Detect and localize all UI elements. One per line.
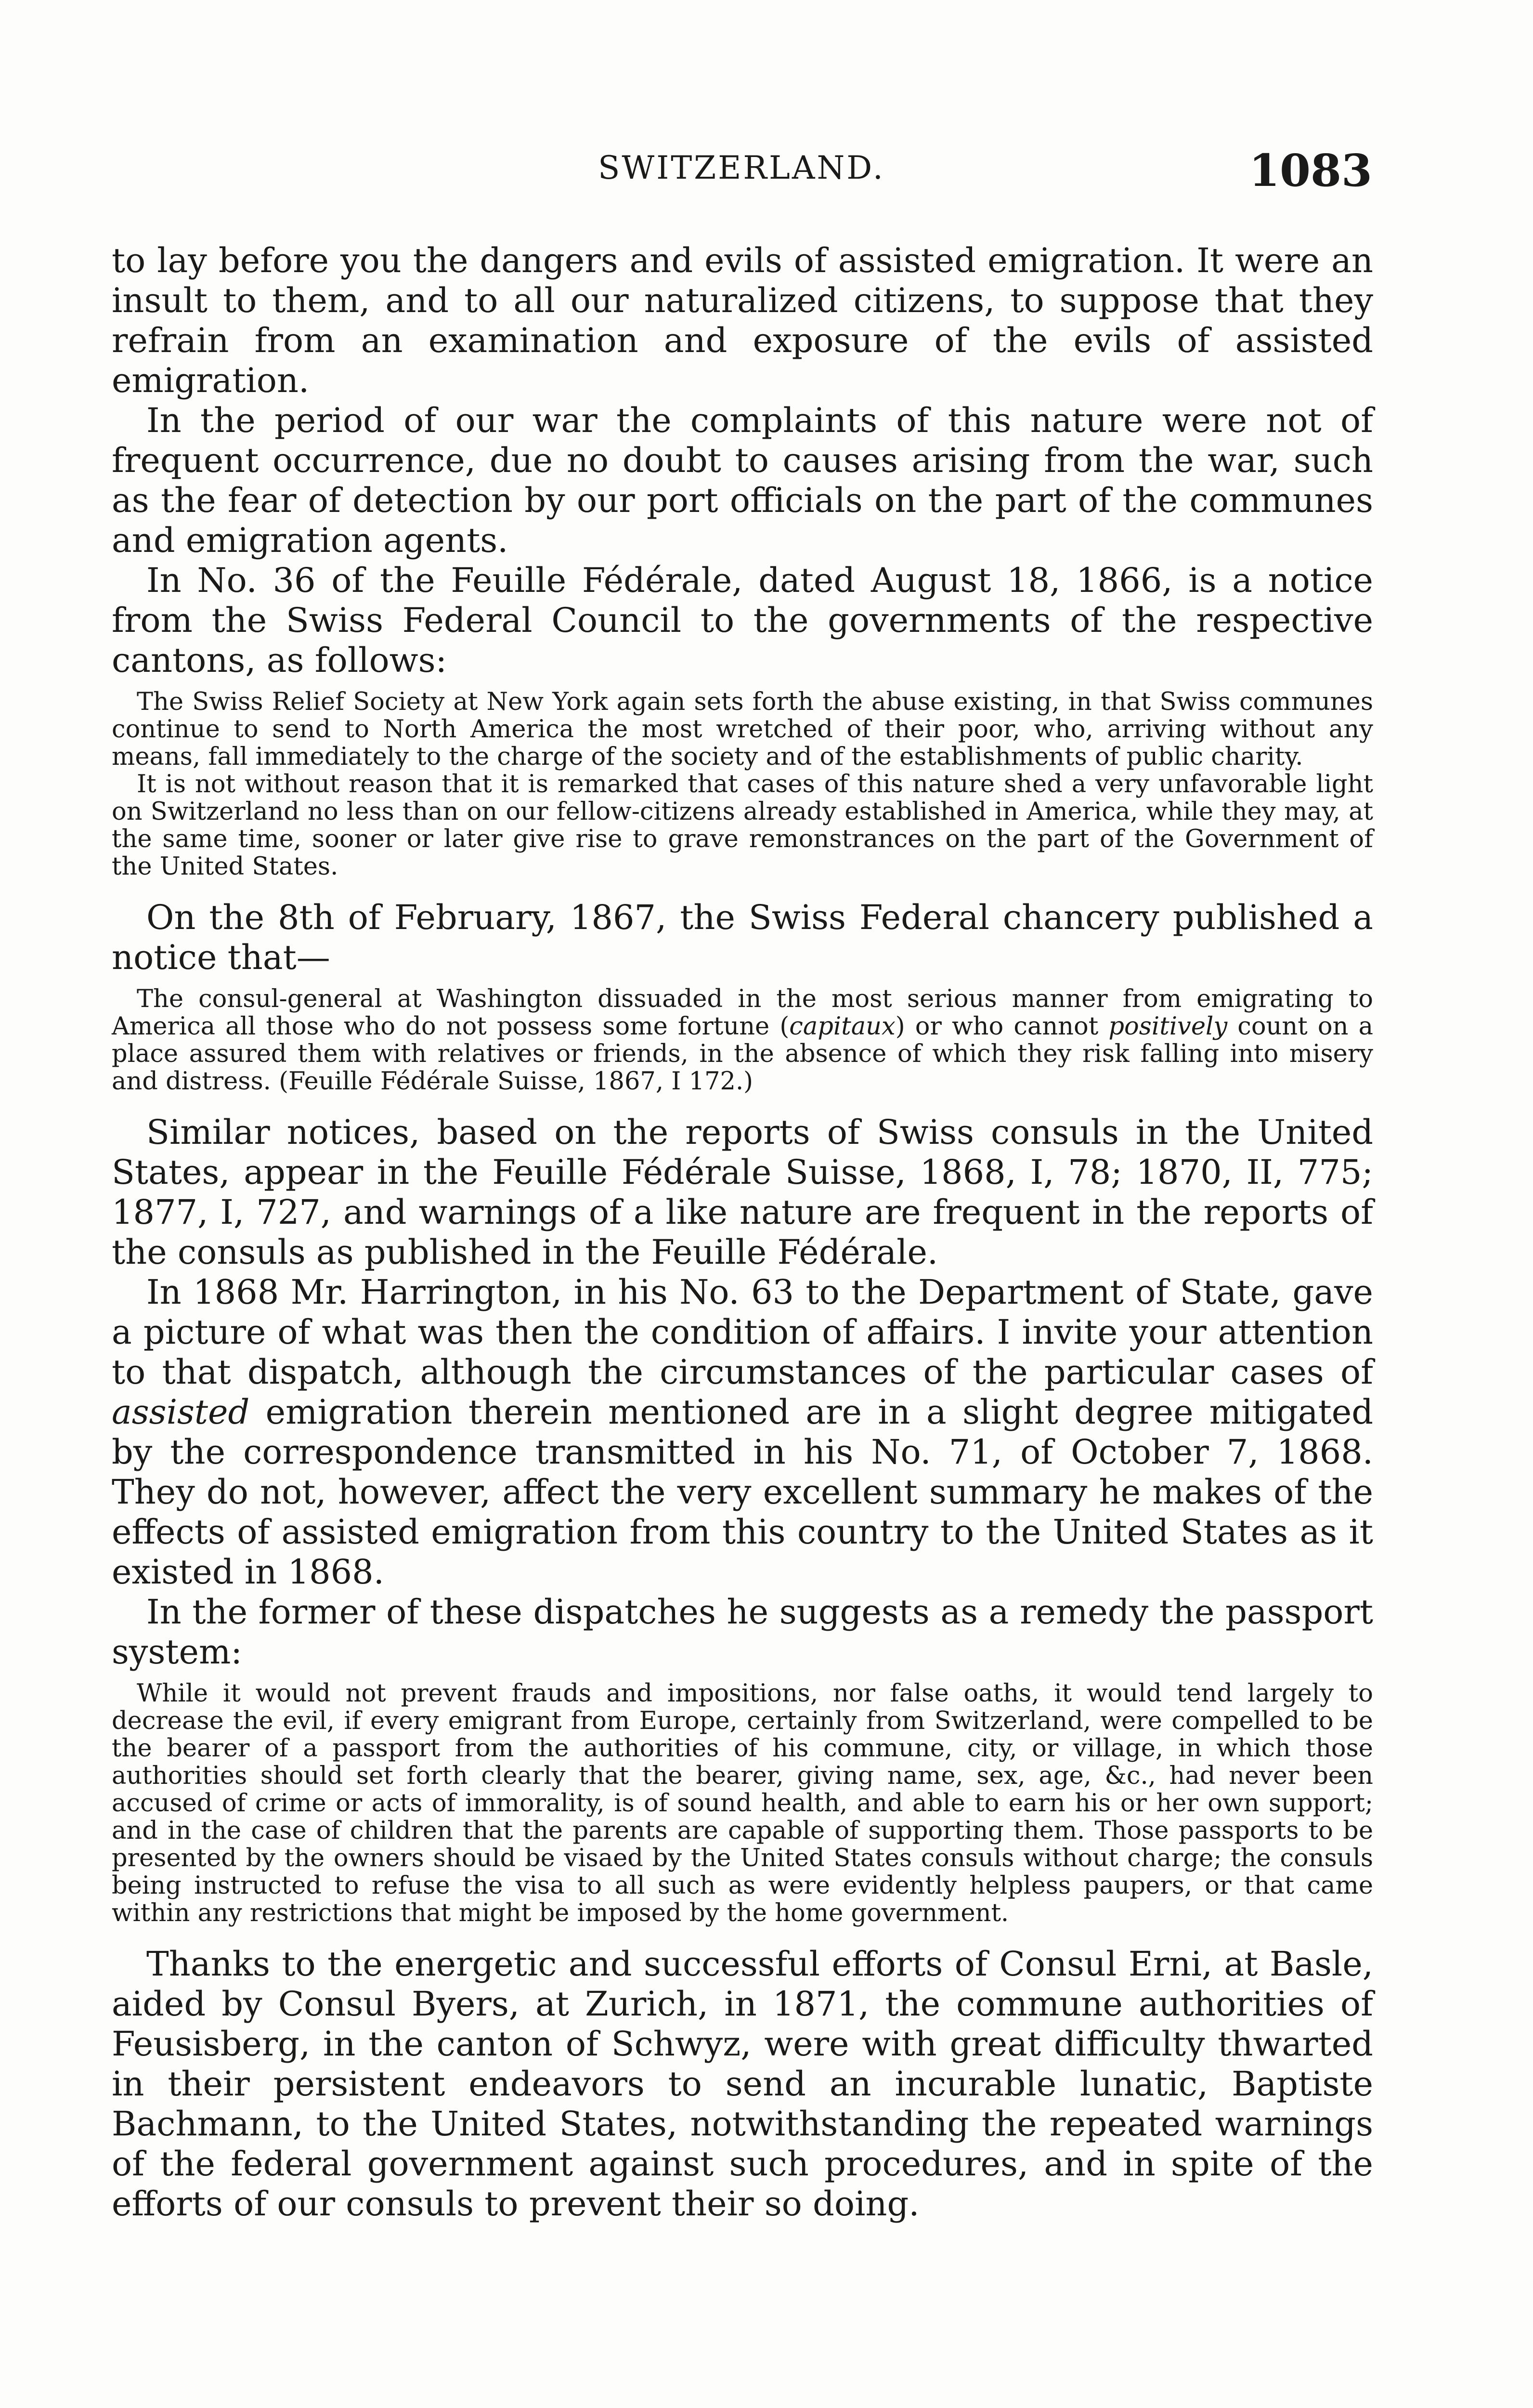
quote-consul-italic-positively: positively — [1108, 1012, 1228, 1041]
paragraph-similar-notices: Similar notices, based on the reports of Swiss consuls in the United States, appear in the Feuille Fédérale Suisse, 1868, I, 78; 1870, II, 775; 1877, I, 727, and warnings of a like nature are frequent in the reports of the consuls as published in the Feuille Fédérale. — [112, 1112, 1373, 1272]
page-header — [111, 144, 1372, 202]
quote-passport-proposal: While it would not prevent frauds and impositions, nor false oaths, it would tend largely to decrease the evil, if every emigrant from Europe, certainly from Switzerland, were compelled to be the bearer of a passport from the authorities of his commune, city, or village, in which those authorities should set forth clearly that the bearer, giving name, sex, age, &c., had never been accused of crime or acts of immorality, is of sound health, and able to earn his or her own support; and in the case of children that the parents are capable of supporting them. Those passports to be presented by the owners should be visaed by the United States consuls without charge; the consuls being instructed to refuse the visa to all such as were evidently helpless paupers, or that came within any restrictions that might be imposed by the home government. — [112, 1679, 1373, 1927]
quote-consul-general — [112, 985, 1373, 1095]
quote-relief-society: The Swiss Relief Society at New York again sets forth the abuse existing, in that Swiss communes continue to send to North America the most wretched of their poor, who, arriving without any means, fall immediately to the charge of the society and of the establishments of public charity. — [112, 688, 1373, 771]
paragraph-consul-erni: Thanks to the energetic and successful efforts of Consul Erni, at Basle, aided by Consul Byers, at Zurich, in 1871, the commune authorities of Feusisberg, in the canton of Schwyz, were with great difficulty thwarted in their persistent endeavors to send an incurable lunatic, Baptiste Bachmann, to the United States, notwithstanding the repeated warnings of the federal government against such procedures, and in spite of the efforts of our consuls to prevent their so doing. — [112, 1944, 1373, 2224]
paragraph-february-1867: On the 8th of February, 1867, the Swiss Federal chancery published a notice that— — [112, 898, 1373, 977]
page-number: 1083 — [1248, 144, 1372, 196]
quote-unfavorable-light: It is not without reason that it is remarked that cases of this nature shed a very unfavorable light on Switzerland no less than on our fellow-citizens already established in America, while they may, at the same time, sooner or later give rise to grave remonstrances on the part of the Government of the United States. — [112, 770, 1373, 881]
body-text — [112, 241, 1373, 2224]
harrington-italic-assisted: assisted — [112, 1392, 250, 1432]
paragraph-continuation: to lay before you the dangers and evils of assisted emigration. It were an insult to them, and to all our naturalized citizens, to suppose that they refrain from an examination and exposure of the evils of assisted emigration. — [112, 241, 1373, 400]
quote-consul-text-1: The consul-general at Washington dissuaded in the most serious manner from emigrating to America all those who do not possess some fortune ( — [112, 985, 1373, 1041]
harrington-text-2: emigration therein mentioned are in a slight degree mitigated by the correspondence transmitted in his No. 71, of October 7, 1868. They do not, however, affect the very excellent summary he makes of the effects of assisted emigration from this country to the United States as it existed in 1868. — [112, 1392, 1373, 1592]
quote-consul-text-2: ) or who cannot — [895, 1012, 1109, 1041]
quote-consul-text-3: count on a place assured them with relatives or friends, in the absence of which they risk falling into misery and distress. (Feuille Fédérale Suisse, 1867, I 172.) — [112, 1012, 1373, 1096]
paragraph-harrington-1868 — [112, 1272, 1373, 1592]
quote-consul-italic-capitaux: capitaux — [789, 1012, 896, 1041]
paragraph-war-period: In the period of our war the complaints of this nature were not of frequent occurrence, due no doubt to causes arising from the war, such as the fear of detection by our port officials on the part of the communes and emigration agents. — [112, 401, 1373, 560]
paragraph-passport-system: In the former of these dispatches he suggests as a remedy the passport system: — [112, 1592, 1373, 1672]
running-head: SWITZERLAND. — [598, 149, 885, 186]
harrington-text-1: In 1868 Mr. Harrington, in his No. 63 to the Department of State, gave a picture of what was then the condition of affairs. I invite your attention to that dispatch, although the circumstances of the particular cases of — [112, 1272, 1373, 1392]
paragraph-feuille-notice: In No. 36 of the Feuille Fédérale, dated August 18, 1866, is a notice from the Swiss Federal Council to the governments of the respective cantons, as follows: — [112, 561, 1373, 680]
